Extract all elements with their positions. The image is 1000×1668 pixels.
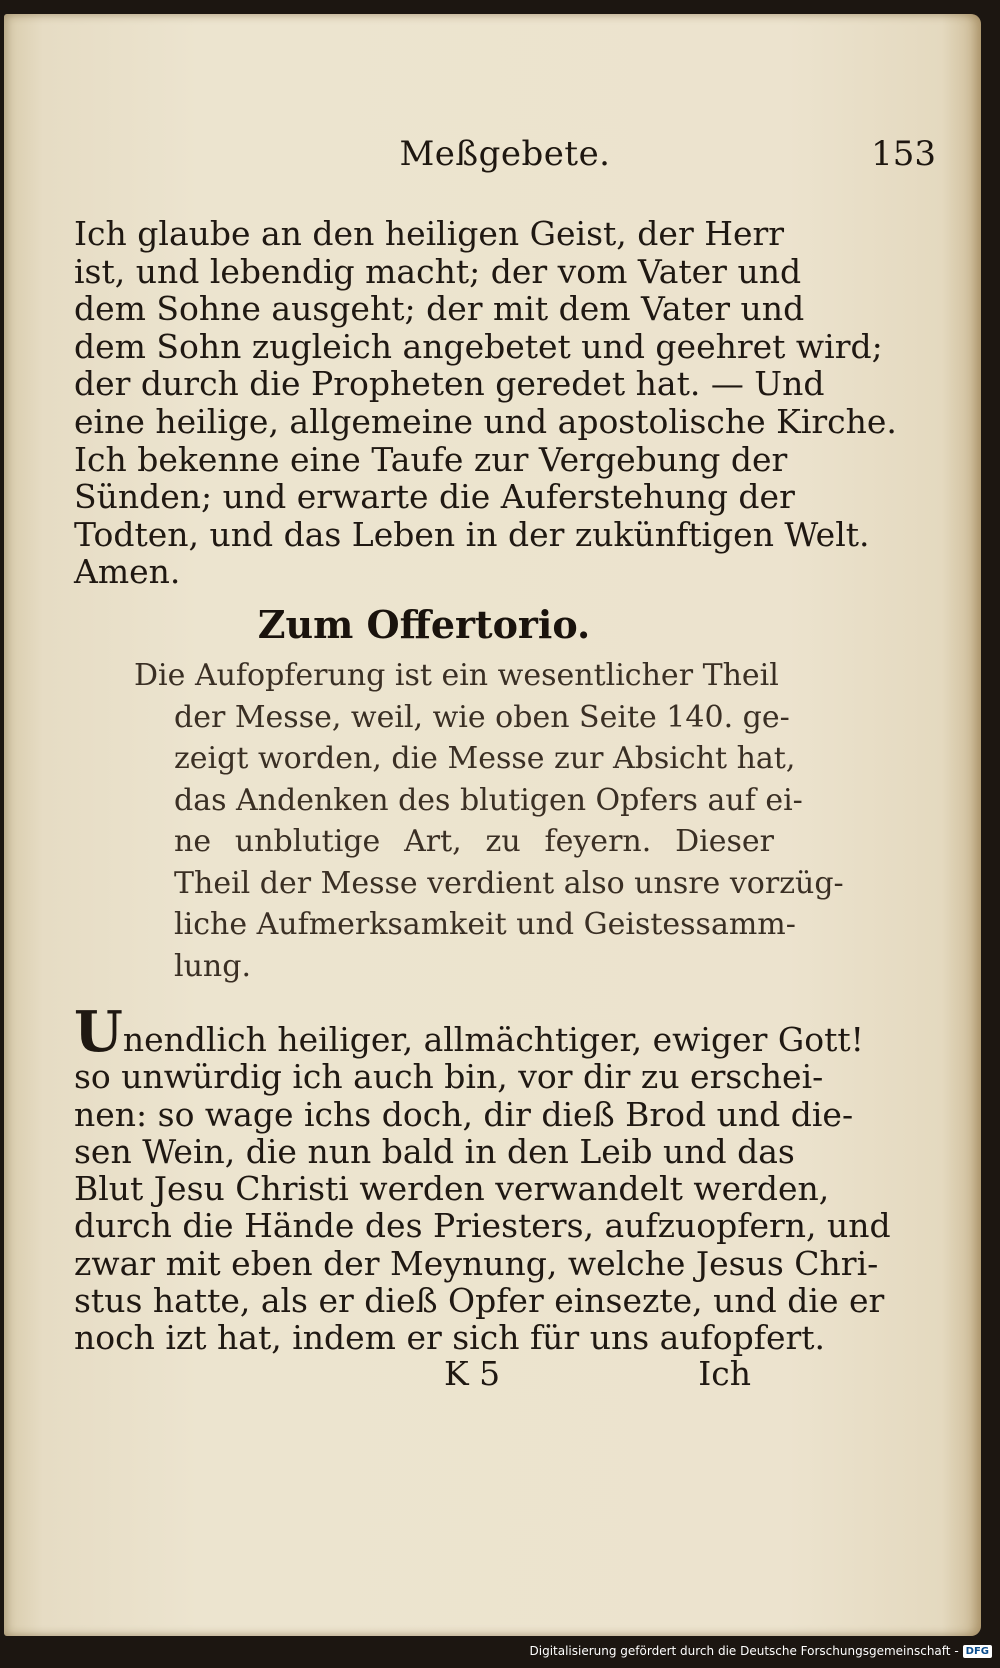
dfg-logo: DFG (963, 1645, 992, 1658)
text-line: sen Wein, die nun bald in den Leib und das (74, 1131, 795, 1171)
page-number: 153 (871, 134, 936, 174)
rubric-line: ne unblutige Art, zu feyern. Dieser (174, 824, 774, 859)
text-line: Sünden; und erwarte die Auferstehung der (74, 477, 795, 517)
text-line: Ich glaube an den heiligen Geist, der Herr (74, 214, 785, 253)
rubric-line: der Messe, weil, wie oben Seite 140. ge- (174, 699, 790, 735)
rubric-line: Theil der Messe verdient also unsre vorzüg- (174, 865, 844, 901)
text-line: Blut Jesu Christi werden verwandelt werden, (74, 1169, 830, 1209)
rubric-line: liche Aufmerksamkeit und Geistessamm- (174, 907, 796, 942)
rubric-line: Die Aufopferung ist ein wesentlicher Theil (134, 658, 779, 693)
creed-paragraph (74, 214, 897, 592)
drop-cap: U (74, 999, 123, 1065)
text-line: ist, und lebendig macht; der vom Vater und (74, 251, 802, 291)
running-head (74, 134, 936, 174)
credit-text: Digitalisierung gefördert durch die Deutsche Forschungsgemeinschaft - (529, 1644, 959, 1658)
offertory-prayer (74, 999, 891, 1358)
rubric-line: zeigt worden, die Messe zur Absicht hat, (174, 741, 796, 776)
text-line-rest: nendlich heiliger, allmächtiger, ewiger Gott! (122, 1020, 864, 1059)
text-line: noch izt hat, indem er sich für uns aufopfert. (74, 1318, 826, 1358)
text-line: Todten, und das Leben in der zukünftigen Welt. (74, 514, 870, 554)
signature-mark: K 5 (444, 1354, 501, 1393)
book-page (4, 14, 981, 1636)
text-line: Amen. (74, 552, 181, 592)
text-line: dem Sohn zugleich angebetet und geehret wird; (74, 326, 883, 366)
rubric-note (134, 655, 844, 987)
text-line: Ich bekenne eine Taufe zur Vergebung der (74, 439, 788, 479)
section-heading: Zum Offertorio. (257, 602, 591, 647)
text-line: stus hatte, als er dieß Opfer einsezte, und die er (74, 1281, 885, 1321)
text-line: der durch die Propheten geredet hat. — Und (74, 364, 825, 404)
text-line: so unwürdig ich auch bin, vor dir zu erschei- (74, 1057, 824, 1097)
text-line: durch die Hände des Priesters, aufzuopfern, und (74, 1206, 891, 1246)
text-line: dem Sohne ausgeht; der mit dem Vater und (74, 289, 805, 329)
text-line: nen: so wage ichs doch, dir dieß Brod und die- (74, 1094, 854, 1134)
rubric-line: lung. (174, 948, 251, 984)
running-head-title: Meßgebete. (399, 134, 611, 174)
text-line: eine heilige, allgemeine und apostolische Kirche. (74, 401, 897, 441)
text-line: zwar mit eben der Meynung, welche Jesus Chri- (74, 1243, 879, 1283)
digitization-credit (530, 1642, 993, 1660)
rubric-line: das Andenken des blutigen Opfers auf ei- (174, 782, 803, 818)
text-line (74, 999, 864, 1065)
catchword: Ich (698, 1354, 751, 1393)
